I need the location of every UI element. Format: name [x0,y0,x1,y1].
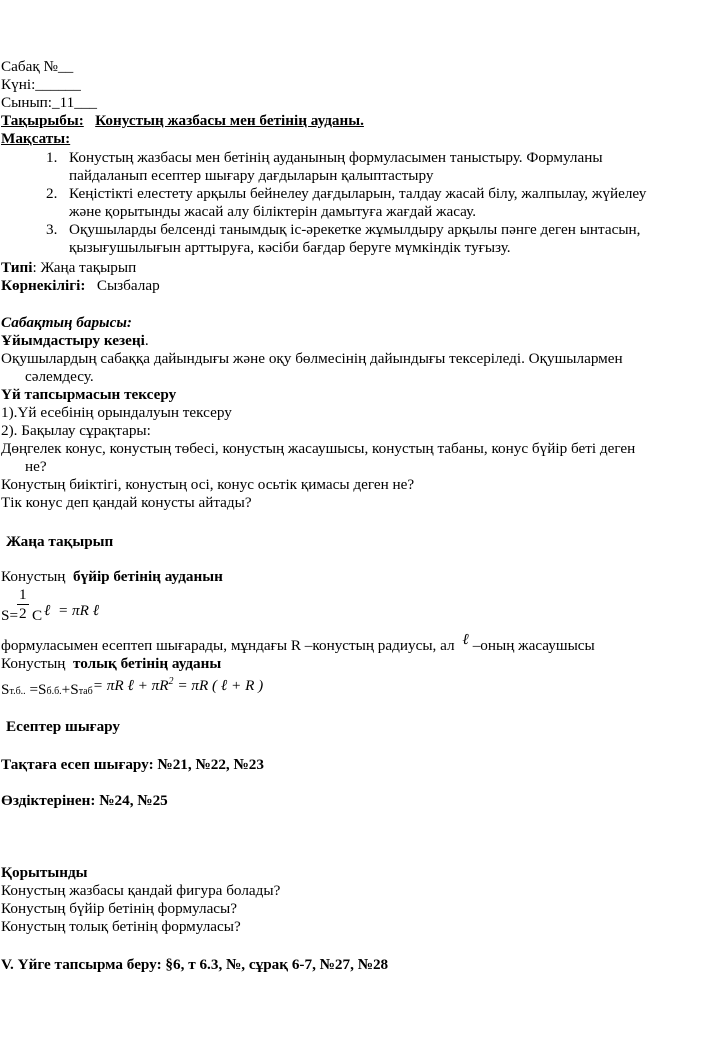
type-label: Типі [1,259,33,276]
formula-explanation [1,631,595,655]
tasks-self: Өздіктерінен: №24, №25 [1,792,168,809]
goal-number: 3. [46,221,58,238]
formula-l: ℓ [44,602,51,619]
goal-text: қызығушылығын арттыруға, кәсіби бағдар беруге мүмкіндік туғызу. [69,239,511,256]
hw-check-line: Тік конус деп қандай конусты айтады? [1,494,252,511]
formula-total-factored: = πR ( ℓ + R ) [173,677,264,694]
total-area-heading [1,654,221,673]
new-topic-title: Жаңа тақырып [6,533,114,550]
homework-line [1,955,388,974]
goals-title: Мақсаты: [1,130,71,147]
lateral-area-heading [1,567,223,586]
goal-text: Кеңістікті елестету арқылы бейнелеу дағдыларын, талдау жасай білу, жалпылау, жүйелеу [69,185,647,202]
tasks-board: Тақтаға есеп шығару: №21, №22, №23 [1,756,264,773]
lesson-number: Сабақ №__ [1,58,74,75]
goal-number: 2. [46,185,58,202]
formula-s: S= [1,607,19,624]
lesson-date: Күні:______ [1,76,81,93]
hw-check-line: Дөңгелек конус, конустың төбесі, конустың жасаушысы, конустың табаны, конус бүйір беті деген [1,440,636,457]
org-text: Оқушылардың сабаққа дайындығы және оқу бөлмесінің дайындығы тексеріледі. Оқушылармен [1,350,623,367]
class-value: _11___ [52,94,98,111]
formula-total-s: S [1,681,10,698]
formula-base-s: +S [61,681,79,698]
hw-check-line: 1).Үй есебінің орындалуын тексеру [1,404,232,421]
total-title: толық бетінің ауданы [73,655,222,672]
formula-total-expr: = πR ℓ + πR [92,677,169,694]
visuals-value: Сызбалар [96,277,160,294]
formula-base-sub: таб [78,686,93,697]
total-prefix: Конустың [1,655,66,672]
hw-check-title: Үй тапсырмасын тексеру [1,386,177,403]
class-line [1,93,97,112]
fraction-numerator: 1 [19,586,27,603]
formula-rhs: = πR ℓ [58,602,100,619]
formula-total-sub: т.б.. [9,686,26,697]
hw-check-line: Конустың биіктігі, конустың осі, конус осьтік қимасы деген не? [1,476,415,493]
formula-lateral-sub: б.б. [46,686,62,697]
formula-exponent: 2 [168,676,174,687]
topic-value: Конустың жазбасы мен бетінің ауданы. [95,112,364,129]
goal-text: және қорытынды жасай алу біліктерін дамытуға жағдай жасау. [69,203,477,220]
course-title: Сабақтың барысы: [1,314,132,331]
hw-check-line: 2). Бақылау сұрақтары: [1,422,151,439]
homework-roman: V [1,956,11,973]
explanation-text-end: –оның жасаушысы [472,637,595,654]
lateral-prefix: Конустың [1,568,66,585]
goal-text: Конустың жазбасы мен бетінің ауданының формуласымен таныстыру. Формуланы [69,149,603,166]
conclusion-question: Конустың бүйір бетінің формуласы? [1,900,237,917]
conclusion-question: Конустың жазбасы қандай фигура болады? [1,882,281,899]
formula-c: C [32,607,43,624]
explanation-l: ℓ [462,631,469,648]
fraction-denominator: 2 [19,605,27,622]
formula-lateral-s: =S [25,681,47,698]
type-value: : Жаңа тақырып [32,259,137,276]
goal-number: 1. [46,149,58,166]
class-label: Сынып: [1,94,53,111]
visuals-line [1,276,160,295]
goal-text: пайдаланып есептер шығару дағдыларын қалыптастыру [69,167,434,184]
type-line [1,258,136,277]
explanation-text: формуласымен есептеп шығарады, мұндағы R –конустың радиусы, ал [1,637,455,654]
org-title-text: Ұйымдастыру кезеңі [1,332,145,349]
topic-label: Тақырыбы: [1,112,84,129]
goal-text: Оқушыларды белсенді танымдық іс-әрекетке жұмылдыру арқылы пәнге деген ынтасын, [69,221,641,238]
visuals-label: Көрнекілігі: [1,277,86,294]
conclusion-question: Конустың толық бетінің формуласы? [1,918,241,935]
conclusion-title: Қорытынды [1,864,88,881]
hw-check-line: не? [25,458,47,475]
topic-line [1,111,364,130]
lateral-title: бүйір бетінің ауданын [73,568,223,585]
homework-text: . Үйге тапсырма беру: §6, т 6.3, №, сұрақ 6-7, №27, №28 [10,956,389,973]
tasks-title: Есептер шығару [6,718,121,735]
formula-total [1,676,264,701]
org-text: сәлемдесу. [25,368,94,385]
org-title: Ұйымдастыру кезеңі. [1,332,149,349]
